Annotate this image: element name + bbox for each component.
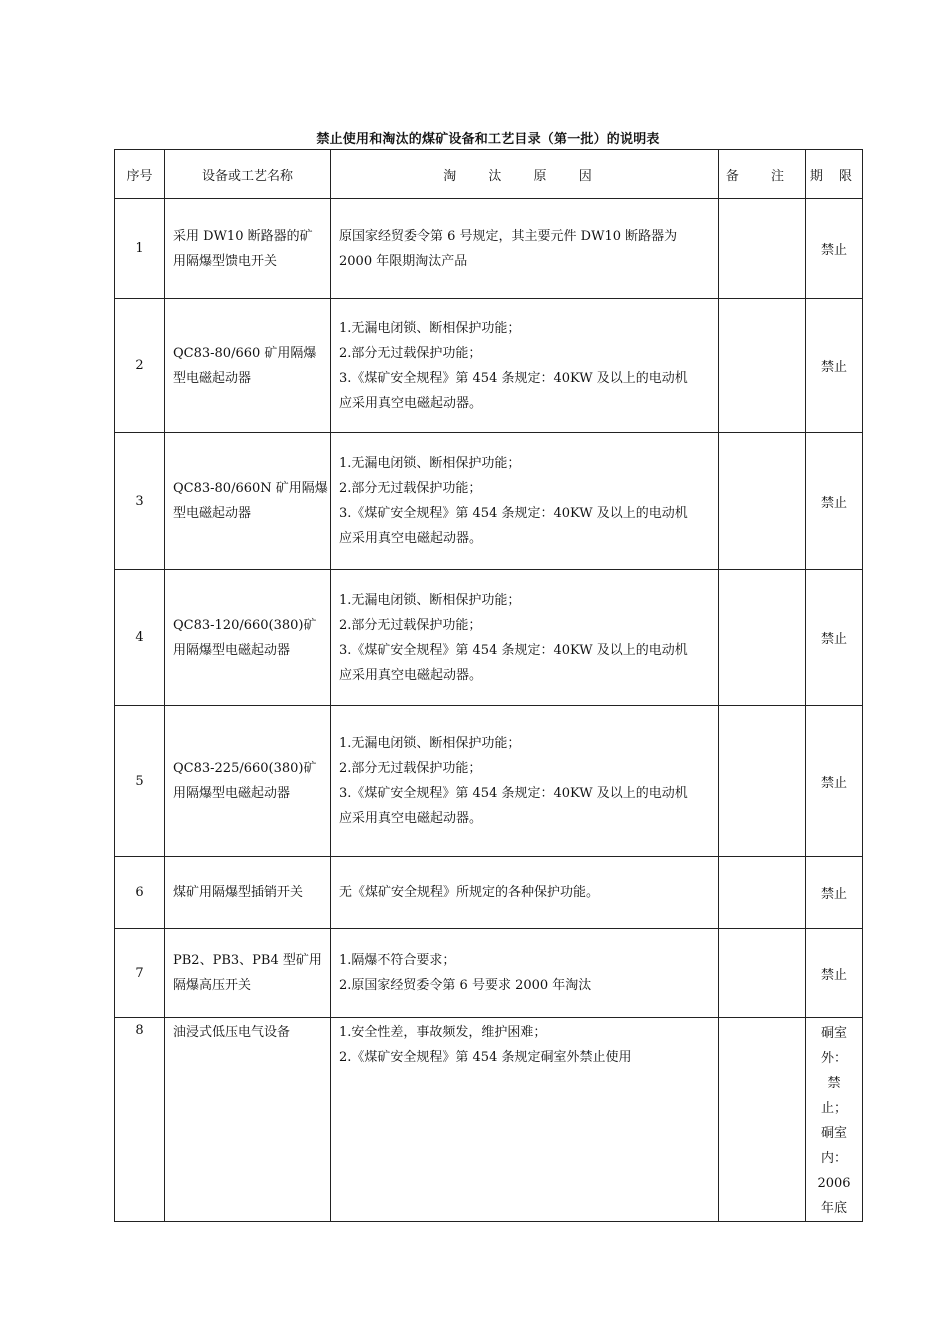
row-no: 7 bbox=[115, 929, 165, 1018]
row-name bbox=[165, 706, 331, 857]
term-line: 硐室 bbox=[820, 1126, 847, 1141]
reason-line: 原国家经贸委令第 6 号规定，其主要元件 DW10 断路器为 bbox=[339, 228, 678, 244]
reason-line: 2.部分无过载保护功能； bbox=[339, 345, 482, 361]
reason-line: 1.无漏电闭锁、断相保护功能； bbox=[339, 736, 521, 751]
row-term: 禁止 bbox=[806, 570, 863, 706]
row-reason bbox=[331, 433, 719, 570]
table-row bbox=[115, 706, 863, 857]
reason-line: 1.无漏电闭锁、断相保护功能； bbox=[339, 592, 521, 608]
row-no: 4 bbox=[115, 570, 165, 706]
row-reason bbox=[331, 570, 719, 706]
term-line: 硐室 bbox=[820, 1026, 847, 1041]
reason-line: 2000 年限期淘汰产品 bbox=[339, 253, 468, 269]
row-name bbox=[165, 857, 331, 929]
row-name bbox=[165, 299, 331, 433]
reason-line: 3.《煤矿安全规程》第 454 条规定：40KW 及以上的电动机 bbox=[339, 506, 688, 521]
term-line: 年底 bbox=[820, 1201, 847, 1216]
row-no: 8 bbox=[115, 1018, 165, 1222]
name-line: 用隔爆型馈电开关 bbox=[173, 253, 278, 269]
row-name bbox=[165, 433, 331, 570]
reason-line: 2.部分无过载保护功能； bbox=[339, 481, 482, 496]
name-line: QC83-120/660(380)矿 bbox=[173, 617, 317, 633]
row-name bbox=[165, 929, 331, 1018]
term-line: 2006 bbox=[817, 1176, 851, 1191]
equipment-table bbox=[114, 149, 863, 1222]
row-term: 禁止 bbox=[806, 199, 863, 299]
row-note bbox=[719, 706, 806, 857]
reason-line: 1.无漏电闭锁、断相保护功能； bbox=[339, 320, 521, 336]
table-row bbox=[115, 570, 863, 706]
table-row bbox=[115, 299, 863, 433]
row-note bbox=[719, 570, 806, 706]
row-reason bbox=[331, 929, 719, 1018]
row-no: 5 bbox=[115, 706, 165, 857]
row-name bbox=[165, 1018, 331, 1222]
reason-line: 应采用真空电磁起动器。 bbox=[339, 395, 483, 411]
name-line: 用隔爆型电磁起动器 bbox=[173, 642, 291, 658]
reason-line: 2.部分无过载保护功能； bbox=[339, 761, 482, 776]
header-no: 序号 bbox=[115, 150, 165, 199]
reason-line: 2.原国家经贸委令第 6 号要求 2000 年淘汰 bbox=[339, 978, 592, 993]
name-line: QC83-225/660(380)矿 bbox=[173, 761, 317, 776]
reason-line: 无《煤矿安全规程》所规定的各种保护功能。 bbox=[339, 885, 600, 900]
row-no: 6 bbox=[115, 857, 165, 929]
reason-line: 应采用真空电磁起动器。 bbox=[339, 811, 483, 826]
reason-line: 3.《煤矿安全规程》第 454 条规定：40KW 及以上的电动机 bbox=[339, 642, 688, 658]
header-name: 设备或工艺名称 bbox=[165, 150, 331, 199]
row-no: 1 bbox=[115, 199, 165, 299]
row-reason bbox=[331, 1018, 719, 1222]
name-line: 型电磁起动器 bbox=[173, 370, 252, 386]
reason-line: 1.安全性差，事故频发，维护困难； bbox=[339, 1025, 547, 1040]
name-line: PB2、PB3、PB4 型矿用 bbox=[173, 953, 322, 968]
name-line: 采用 DW10 断路器的矿 bbox=[173, 228, 313, 244]
reason-line: 1.无漏电闭锁、断相保护功能； bbox=[339, 456, 521, 471]
reason-line: 2.部分无过载保护功能； bbox=[339, 617, 482, 633]
term-line: 内： bbox=[820, 1151, 847, 1166]
row-term: 禁止 bbox=[806, 929, 863, 1018]
row-note bbox=[719, 1018, 806, 1222]
name-line: 煤矿用隔爆型插销开关 bbox=[173, 885, 304, 900]
row-note bbox=[719, 857, 806, 929]
term-line: 禁 bbox=[827, 1076, 841, 1091]
header-reason: 淘 汰 原 因 bbox=[331, 150, 719, 199]
row-note bbox=[719, 199, 806, 299]
name-line: 用隔爆型电磁起动器 bbox=[173, 786, 291, 801]
row-no: 3 bbox=[115, 433, 165, 570]
table-row bbox=[115, 929, 863, 1018]
name-line: 型电磁起动器 bbox=[173, 506, 252, 521]
row-name bbox=[165, 199, 331, 299]
row-term: 禁止 bbox=[806, 857, 863, 929]
reason-line: 3.《煤矿安全规程》第 454 条规定：40KW 及以上的电动机 bbox=[339, 370, 688, 386]
table-header-row bbox=[115, 150, 863, 199]
row-reason bbox=[331, 857, 719, 929]
row-note bbox=[719, 929, 806, 1018]
row-term: 禁止 bbox=[806, 706, 863, 857]
table-row bbox=[115, 1018, 863, 1222]
row-reason bbox=[331, 199, 719, 299]
term-stack bbox=[806, 1018, 862, 1221]
reason-line: 应采用真空电磁起动器。 bbox=[339, 667, 483, 683]
term-line: 止； bbox=[820, 1101, 847, 1116]
reason-line: 应采用真空电磁起动器。 bbox=[339, 531, 483, 546]
row-reason bbox=[331, 299, 719, 433]
header-note: 备 注 bbox=[719, 150, 806, 199]
table-row bbox=[115, 857, 863, 929]
row-no: 2 bbox=[115, 299, 165, 433]
table-row bbox=[115, 433, 863, 570]
row-term: 禁止 bbox=[806, 299, 863, 433]
header-term: 期 限 bbox=[806, 150, 863, 199]
row-term bbox=[806, 1018, 863, 1222]
name-line: QC83-80/660N 矿用隔爆 bbox=[173, 481, 328, 496]
document-title: 禁止使用和淘汰的煤矿设备和工艺目录（第一批）的说明表 bbox=[316, 132, 660, 147]
reason-line: 2.《煤矿安全规程》第 454 条规定硐室外禁止使用 bbox=[339, 1050, 632, 1065]
name-line: 隔爆高压开关 bbox=[173, 978, 252, 993]
row-reason bbox=[331, 706, 719, 857]
name-line: 油浸式低压电气设备 bbox=[173, 1025, 291, 1040]
reason-line: 1.隔爆不符合要求； bbox=[339, 953, 456, 968]
term-line: 外： bbox=[820, 1051, 847, 1066]
name-line: QC83-80/660 矿用隔爆 bbox=[173, 345, 317, 361]
row-name bbox=[165, 570, 331, 706]
row-term: 禁止 bbox=[806, 433, 863, 570]
row-note bbox=[719, 299, 806, 433]
row-note bbox=[719, 433, 806, 570]
table-row bbox=[115, 199, 863, 299]
reason-line: 3.《煤矿安全规程》第 454 条规定：40KW 及以上的电动机 bbox=[339, 786, 688, 801]
